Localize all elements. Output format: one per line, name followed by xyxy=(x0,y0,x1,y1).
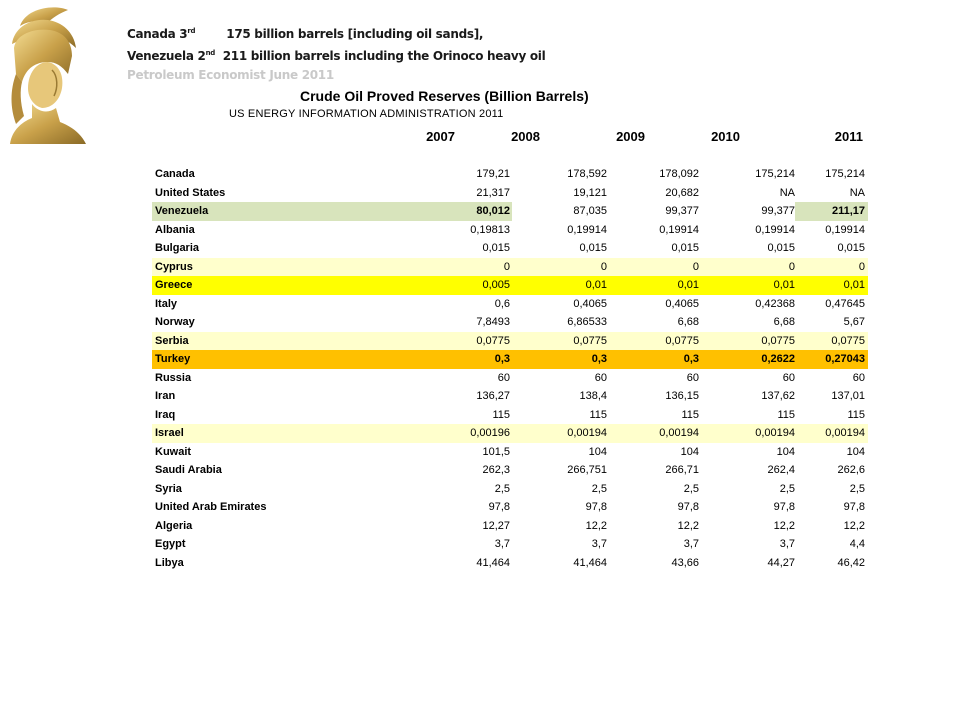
reserve-value-2011: 0 xyxy=(858,260,865,273)
reserve-value-2010: 0 xyxy=(788,260,795,273)
reserve-value-2007: 0,0775 xyxy=(476,334,510,347)
reserve-value-2007: 0,6 xyxy=(494,297,510,310)
country-name: Turkey xyxy=(155,353,191,365)
reserve-value-2008: 41,464 xyxy=(573,556,607,569)
reserve-value-2011: 5,67 xyxy=(843,316,865,328)
reserve-value-2009: 0,00194 xyxy=(659,427,699,439)
reserve-value-2009: 136,15 xyxy=(665,390,699,402)
reserve-value-2009: 0,0775 xyxy=(665,334,699,347)
venezuela-rank: Venezuela 2 xyxy=(127,49,206,63)
reserve-value-2007: 60 xyxy=(497,371,510,384)
country-name: Albania xyxy=(155,223,195,236)
country-name: United States xyxy=(155,186,226,199)
reserve-value-2008: 60 xyxy=(594,371,607,384)
reserve-value-2008: 266,751 xyxy=(567,464,607,476)
reserve-value-2009: 104 xyxy=(680,445,699,458)
reserve-value-2010: 0,01 xyxy=(773,279,795,291)
reserve-value-2008: 0 xyxy=(600,260,607,273)
reserve-value-2010: 137,62 xyxy=(761,390,795,402)
table-row xyxy=(152,461,868,480)
reserve-value-2007: 262,3 xyxy=(482,464,510,476)
table-source: US ENERGY INFORMATION ADMINISTRATION 2011 xyxy=(229,108,504,120)
year-header-2009: 2009 xyxy=(616,129,645,144)
country-name: Syria xyxy=(155,482,182,495)
table-row xyxy=(152,258,868,277)
reserve-value-2011: 0,19914 xyxy=(825,223,865,236)
reserve-value-2007: 3,7 xyxy=(494,538,510,550)
reserve-value-2009: 20,682 xyxy=(665,186,699,199)
reserve-value-2011: 60 xyxy=(852,371,865,384)
reserve-value-2007: 0,3 xyxy=(494,353,510,365)
header-notes xyxy=(127,22,545,85)
reserve-value-2007: 80,012 xyxy=(476,205,510,217)
reserve-value-2009: 3,7 xyxy=(683,538,699,550)
country-name: Italy xyxy=(155,297,178,310)
reserve-value-2011: NA xyxy=(849,186,865,199)
reserve-value-2011: 137,01 xyxy=(831,390,865,402)
table-row xyxy=(152,554,868,573)
reserve-value-2009: 266,71 xyxy=(665,464,699,476)
reserve-value-2010: 0,19914 xyxy=(755,223,795,236)
reserve-value-2007: 136,27 xyxy=(476,390,510,402)
reserve-value-2010: 0,00194 xyxy=(755,427,795,439)
reserve-value-2008: 115 xyxy=(589,408,607,421)
country-name: Algeria xyxy=(155,519,193,532)
reserve-value-2010: 175,214 xyxy=(755,168,795,180)
venezuela-note xyxy=(127,44,545,66)
reserve-value-2007: 115 xyxy=(492,408,510,421)
country-name: Saudi Arabia xyxy=(155,464,222,476)
reserve-value-2010: 12,2 xyxy=(773,519,795,532)
reserve-value-2011: 0,27043 xyxy=(825,353,865,365)
reserve-value-2011: 0,47645 xyxy=(825,297,865,310)
reserve-value-2009: 0,19914 xyxy=(659,223,699,236)
source-note: Petroleum Economist June 2011 xyxy=(127,68,334,82)
reserve-value-2007: 21,317 xyxy=(476,186,510,199)
reserve-value-2008: 0,015 xyxy=(579,242,607,254)
reserve-value-2007: 97,8 xyxy=(488,501,510,513)
reserve-value-2010: 2,5 xyxy=(779,482,795,495)
reserve-value-2010: 115 xyxy=(777,408,795,421)
table-row xyxy=(152,184,868,203)
reserve-value-2009: 43,66 xyxy=(671,556,699,569)
country-name: Iran xyxy=(155,390,176,402)
reserve-value-2008: 0,3 xyxy=(591,353,607,365)
country-name: Israel xyxy=(155,427,184,439)
reserve-value-2011: 0,015 xyxy=(837,242,865,254)
table-row xyxy=(152,517,868,536)
athena-helmet-icon xyxy=(2,4,88,148)
reserve-value-2010: 262,4 xyxy=(767,464,795,476)
reserve-value-2008: 0,01 xyxy=(585,279,607,291)
reserve-value-2010: 0,015 xyxy=(767,242,795,254)
table-row xyxy=(152,313,868,332)
reserve-value-2009: 178,092 xyxy=(659,168,699,180)
table-row xyxy=(152,295,868,314)
table-row xyxy=(152,221,868,240)
reserve-value-2007: 0 xyxy=(503,260,510,273)
reserve-value-2009: 60 xyxy=(686,371,699,384)
reserve-value-2009: 0 xyxy=(692,260,699,273)
table-row xyxy=(152,480,868,499)
canada-note xyxy=(127,22,545,44)
reserve-value-2008: 19,121 xyxy=(573,186,607,199)
reserve-value-2009: 99,377 xyxy=(607,202,699,221)
reserve-value-2007: 2,5 xyxy=(494,482,510,495)
reserve-value-2008: 0,00194 xyxy=(567,427,607,439)
reserve-value-2011: 175,214 xyxy=(825,168,865,180)
country-name: Kuwait xyxy=(155,445,192,458)
canada-reserves-text: 175 billion barrels [including oil sands], xyxy=(226,27,484,41)
reserve-value-2010: 97,8 xyxy=(773,501,795,513)
reserve-value-2010: 104 xyxy=(776,445,795,458)
country-name: Canada xyxy=(155,168,195,180)
year-header-2010: 2010 xyxy=(711,129,740,144)
reserve-value-2011: 2,5 xyxy=(849,482,865,495)
country-name: Greece xyxy=(155,279,193,291)
reserve-value-2011: 0,00194 xyxy=(825,427,865,439)
reserve-value-2007: 7,8493 xyxy=(476,316,510,328)
reserve-value-2008: 2,5 xyxy=(591,482,607,495)
reserve-value-2007: 0,19813 xyxy=(470,223,510,236)
reserve-value-2011: 104 xyxy=(846,445,865,458)
reserve-value-2010: 60 xyxy=(782,371,795,384)
country-name: Norway xyxy=(155,316,195,328)
reserve-value-2010: NA xyxy=(779,186,795,199)
table-row xyxy=(152,369,868,388)
table-row xyxy=(152,239,868,258)
reserve-value-2009: 0,01 xyxy=(677,279,699,291)
reserve-value-2011: 0,01 xyxy=(843,279,865,291)
reserve-value-2010: 0,0775 xyxy=(761,334,795,347)
country-name: Iraq xyxy=(155,408,176,421)
country-name: United Arab Emirates xyxy=(155,501,267,513)
reserve-value-2008: 0,4065 xyxy=(573,297,607,310)
reserve-value-2010: 6,68 xyxy=(773,316,795,328)
reserve-value-2008: 97,8 xyxy=(585,501,607,513)
reserve-value-2009: 97,8 xyxy=(677,501,699,513)
reserve-value-2008: 6,86533 xyxy=(567,316,607,328)
country-name: Egypt xyxy=(155,538,186,550)
reserve-value-2011: 0,0775 xyxy=(831,334,865,347)
reserve-value-2008: 0,19914 xyxy=(567,223,607,236)
table-row xyxy=(152,443,868,462)
year-header-2008: 2008 xyxy=(511,129,540,144)
reserve-value-2007: 0,015 xyxy=(482,242,510,254)
table-row xyxy=(152,387,868,406)
table-row xyxy=(152,350,868,369)
reserve-value-2009: 0,4065 xyxy=(665,297,699,310)
table-row xyxy=(152,165,868,184)
year-header-2007: 2007 xyxy=(426,129,455,144)
reserve-value-2010: 0,42368 xyxy=(755,297,795,310)
reserve-value-2010: 0,2622 xyxy=(761,353,795,365)
year-header-2011: 2011 xyxy=(834,129,863,144)
table-row xyxy=(152,424,868,443)
reserve-value-2009: 12,2 xyxy=(677,519,699,532)
reserve-value-2009: 2,5 xyxy=(683,482,699,495)
table-row xyxy=(152,406,868,425)
country-name: Bulgaria xyxy=(155,242,200,254)
reserve-value-2007: 0,00196 xyxy=(470,427,510,439)
reserve-value-2008: 0,0775 xyxy=(573,334,607,347)
table-row xyxy=(152,332,868,351)
venezuela-reserves-text: 211 billion barrels including the Orinoco heavy oil xyxy=(222,49,546,63)
reserve-value-2007: 0,005 xyxy=(482,279,510,291)
reserves-table xyxy=(152,165,868,572)
reserve-value-2009: 0,015 xyxy=(671,242,699,254)
table-row xyxy=(152,202,868,221)
reserve-value-2008: 178,592 xyxy=(567,168,607,180)
reserve-value-2011: 97,8 xyxy=(843,501,865,513)
country-name: Libya xyxy=(155,556,184,569)
reserve-value-2007: 101,5 xyxy=(482,445,510,458)
table-row xyxy=(152,498,868,517)
table-row xyxy=(152,276,868,295)
reserve-value-2009: 0,3 xyxy=(683,353,699,365)
reserve-value-2009: 6,68 xyxy=(677,316,699,328)
reserve-value-2007: 41,464 xyxy=(476,556,510,569)
reserve-value-2009: 115 xyxy=(681,408,699,421)
reserve-value-2011: 12,2 xyxy=(843,519,865,532)
reserve-value-2008: 12,2 xyxy=(585,519,607,532)
country-name: Russia xyxy=(155,371,192,384)
canada-rank-suffix: rd xyxy=(187,27,196,35)
reserve-value-2011: 115 xyxy=(847,408,865,421)
reserve-value-2011: 211,17 xyxy=(831,205,865,217)
reserve-value-2007: 179,21 xyxy=(476,168,510,180)
canada-rank: Canada 3 xyxy=(127,27,188,41)
reserve-value-2008: 3,7 xyxy=(591,538,607,550)
table-row xyxy=(152,535,868,554)
reserve-value-2010: 44,27 xyxy=(767,556,795,569)
reserve-value-2008: 104 xyxy=(588,445,607,458)
reserve-value-2011: 4,4 xyxy=(849,538,865,550)
reserve-value-2008: 87,035 xyxy=(512,202,607,221)
reserve-value-2011: 46,42 xyxy=(837,556,865,569)
reserve-value-2010: 3,7 xyxy=(779,538,795,550)
country-name: Cyprus xyxy=(155,260,193,273)
country-name: Serbia xyxy=(155,334,189,347)
country-name: Venezuela xyxy=(155,205,209,217)
reserve-value-2011: 262,6 xyxy=(837,464,865,476)
table-title: Crude Oil Proved Reserves (Billion Barrels) xyxy=(300,88,589,104)
reserve-value-2010: 99,377 xyxy=(699,202,795,221)
reserve-value-2008: 138,4 xyxy=(579,390,607,402)
reserve-value-2007: 12,27 xyxy=(482,519,510,532)
venezuela-rank-suffix: nd xyxy=(205,49,215,57)
